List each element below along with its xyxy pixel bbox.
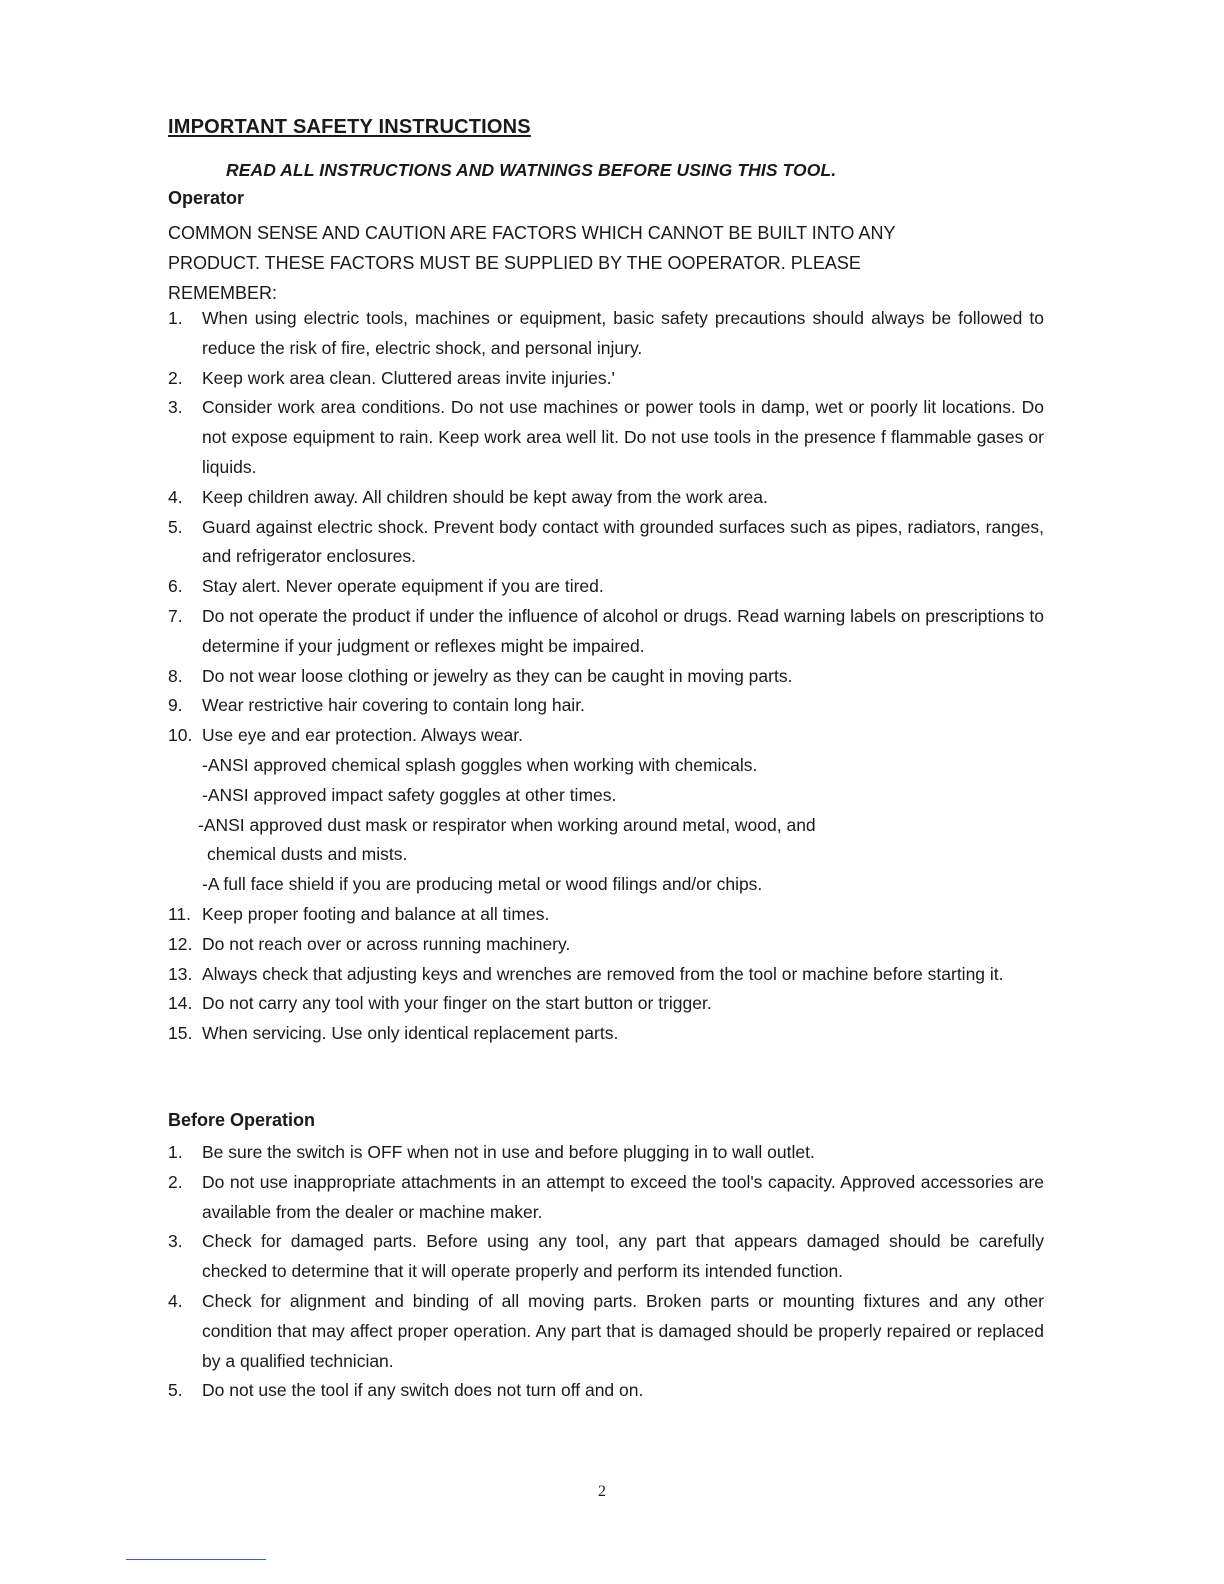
- list-item: [168, 1376, 1044, 1406]
- page-subtitle: READ ALL INSTRUCTIONS AND WATNINGS BEFORE USING THIS TOOL.: [226, 160, 837, 180]
- item-text: Stay alert. Never operate equipment if you are tired.: [202, 576, 604, 597]
- operator-list: [168, 304, 1044, 1049]
- list-item: [168, 721, 1044, 751]
- list-item: [168, 483, 1044, 513]
- item-text: Do not use the tool if any switch does not turn off and on.: [202, 1380, 644, 1401]
- item-text: Do not carry any tool with your finger on the start button or trigger.: [202, 993, 712, 1014]
- list-item: [168, 602, 1044, 662]
- item-number: 13.: [168, 963, 193, 984]
- item-number: 12.: [168, 933, 193, 954]
- list-item: [168, 989, 1044, 1019]
- list-item: [168, 1168, 1044, 1228]
- intro-line: COMMON SENSE AND CAUTION ARE FACTORS WHICH CANNOT BE BUILT INTO ANY: [168, 223, 896, 243]
- list-item: [168, 572, 1044, 602]
- list-item: [168, 1227, 1044, 1287]
- item-text: Guard against electric shock. Prevent body contact with grounded surfaces such as pipes, radiators, ranges, and refrigerator enclosures.: [202, 516, 1044, 567]
- protection-item: -ANSI approved impact safety goggles at other times.: [202, 784, 617, 805]
- list-item: [168, 662, 1044, 692]
- footer-rule: [126, 1559, 266, 1560]
- item-text: When servicing. Use only identical replacement parts.: [202, 1023, 619, 1044]
- item-number: 6.: [168, 576, 183, 597]
- item-text: Be sure the switch is OFF when not in use and before plugging in to wall outlet.: [202, 1142, 815, 1162]
- list-item: [168, 364, 1044, 394]
- item-text: Do not use inappropriate attachments in an attempt to exceed the tool's capacity. Approved accessories are available from the dealer or machine maker.: [202, 1171, 1044, 1222]
- item-text: Check for damaged parts. Before using any tool, any part that appears damaged should be carefully checked to determine that it will operate properly and perform its intended function.: [202, 1231, 1044, 1282]
- item-number: 2.: [168, 1171, 183, 1192]
- list-item: [168, 393, 1044, 482]
- list-item: [168, 960, 1044, 990]
- item-number: 4.: [168, 486, 183, 507]
- item-number: 15.: [168, 1023, 193, 1044]
- item-text: When using electric tools, machines or equipment, basic safety precautions should always be followed to reduce the risk of fire, electric shock, and personal injury.: [202, 308, 1044, 358]
- item-number: 9.: [168, 695, 183, 716]
- item-text: Do not operate the product if under the influence of alcohol or drugs. Read warning labels on prescriptions to determine if your judgment or reflexes might be impaired.: [202, 605, 1044, 656]
- protection-item: -ANSI approved chemical splash goggles when working with chemicals.: [202, 754, 758, 775]
- page-title: IMPORTANT SAFETY INSTRUCTIONS: [168, 116, 531, 138]
- item-text: Do not reach over or across running machinery.: [202, 933, 571, 954]
- item-number: 10.: [168, 725, 193, 746]
- protection-sublist: [168, 751, 1044, 900]
- list-item: [168, 1019, 1044, 1049]
- item-number: 3.: [168, 397, 183, 418]
- item-number: 1.: [168, 308, 183, 328]
- item-text: Wear restrictive hair covering to contain long hair.: [202, 695, 585, 716]
- operator-heading: Operator: [168, 188, 245, 208]
- list-item: [168, 691, 1044, 721]
- intro-line: PRODUCT. THESE FACTORS MUST BE SUPPLIED BY THE OOPERATOR. PLEASE: [168, 253, 861, 273]
- list-item: [168, 930, 1044, 960]
- item-number: 4.: [168, 1290, 183, 1311]
- item-text: Keep children away. All children should be kept away from the work area.: [202, 486, 768, 507]
- item-number: 3.: [168, 1231, 183, 1252]
- before-operation-heading: Before Operation: [168, 1110, 316, 1130]
- protection-item: -A full face shield if you are producing metal or wood filings and/or chips.: [202, 874, 763, 895]
- item-text: Use eye and ear protection. Always wear.: [202, 725, 524, 746]
- protection-item: chemical dusts and mists.: [207, 844, 408, 865]
- item-number: 1.: [168, 1142, 183, 1162]
- item-number: 7.: [168, 605, 183, 626]
- protection-item: -ANSI approved dust mask or respirator when working around metal, wood, and: [198, 814, 816, 835]
- intro-line: REMEMBER:: [168, 283, 278, 303]
- item-number: 5.: [168, 1380, 183, 1401]
- item-text: Keep work area clean. Cluttered areas invite injuries.': [202, 367, 615, 388]
- item-number: 11.: [168, 903, 192, 924]
- item-number: 8.: [168, 665, 183, 686]
- list-item: [168, 1138, 1044, 1168]
- list-item: [168, 304, 1044, 364]
- item-text: Keep proper footing and balance at all times.: [202, 903, 550, 924]
- item-text: Check for alignment and binding of all moving parts. Broken parts or mounting fixtures and any other condition that may affect proper operation. Any part that is damaged should be properly repaired or replaced by a qualified technician.: [202, 1290, 1044, 1371]
- list-item: [168, 900, 1044, 930]
- before-operation-list: [168, 1138, 1044, 1406]
- list-item: [168, 1287, 1044, 1376]
- item-text: Consider work area conditions. Do not use machines or power tools in damp, wet or poorly lit locations. Do not expose equipment to rain. Keep work area well lit. Do not use tools in the presence f flammable gases or liquids.: [202, 397, 1044, 477]
- list-item: [168, 513, 1044, 573]
- operator-intro: [168, 218, 1038, 308]
- item-text: Always check that adjusting keys and wrenches are removed from the tool or machine before starting it.: [202, 963, 1004, 984]
- item-number: 5.: [168, 516, 183, 537]
- item-number: 2.: [168, 367, 183, 388]
- item-number: 14.: [168, 993, 193, 1014]
- item-text: Do not wear loose clothing or jewelry as they can be caught in moving parts.: [202, 665, 793, 686]
- page-number: 2: [598, 1483, 606, 1500]
